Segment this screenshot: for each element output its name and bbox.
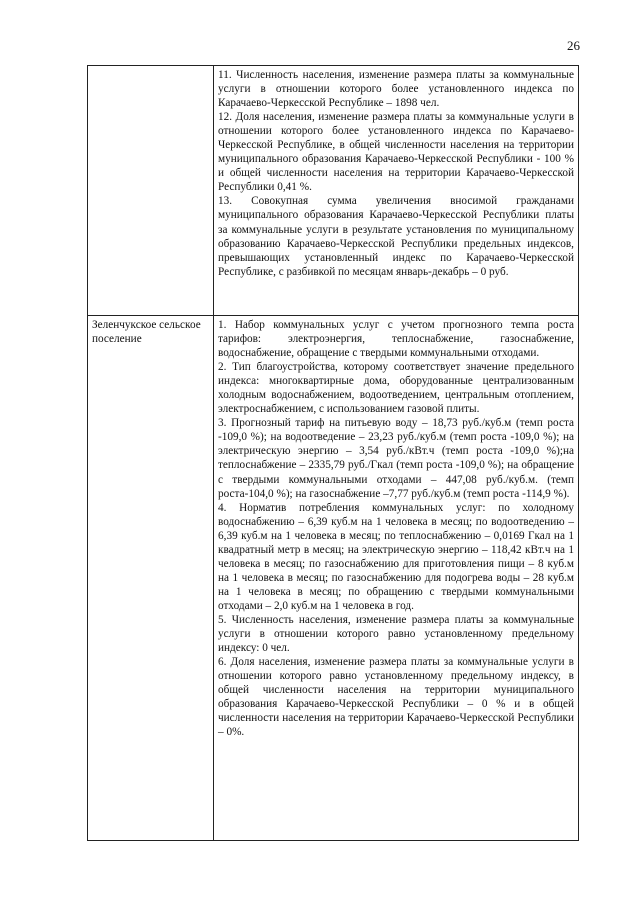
table-row (88, 316, 579, 841)
paragraph-item: 12. Доля населения, изменение размера платы за коммунальные услуги в отношении которого более установленного индекса по Карачаево-Черкесской Республике, в общей численности населения на территории муниципального образования Карачаево-Черкесской Республики - 100 % и общей численности населения на территории Карачаево-Черкесской Республики 0,41 %. (218, 111, 574, 194)
paragraph-item: 3. Прогнозный тариф на питьевую воду – 18,73 руб./куб.м (темп роста -109,0 %); на водоотведение – 23,23 руб./куб.м (темп роста -109,0 %); на электрическую энергию – 3,54 руб./кВт.ч (темп роста -109,0 %);на теплоснабжение – 2335,79 руб./Гкал (темп роста -109,0 %); на обращение с твердыми коммунальными отходами – 447,08 руб./куб.м. (темп роста-104,0 %); на газоснабжение –7,77 руб./куб.м (темп роста -114,9 %). (218, 417, 574, 500)
paragraph-item: 1. Набор коммунальных услуг с учетом прогнозного темпа роста тарифов: электроэнергия, теплоснабжение, газоснабжение, водоснабжение, обращение с твердыми коммунальными отходами. (218, 319, 574, 360)
paragraph-item: 13. Совокупная сумма увеличения вносимой гражданами муниципального образования Карачаево-Черкесской Республики платы за коммунальные услуги в результате установления по муниципальному образованию Карачаево-Черкесской Республики предельных индексов, превышающих установленный индекс по Карачаево-Черкесской Республике, с разбивкой по месяцам январь-декабрь – 0 руб. (218, 195, 574, 278)
indicators-cell (214, 316, 579, 841)
paragraph-item: 6. Доля населения, изменение размера платы за коммунальные услуги в отношении которого равно установленному предельному индексу, в общей численности населения на территории муниципального образования Карачаево-Черкесской Республики – 0 % и в общей численности населения на территории Карачаево-Черкесской Республики – 0%. (218, 656, 574, 739)
indicators-cell (214, 66, 579, 316)
paragraph-item: 4. Норматив потребления коммунальных услуг: по холодному водоснабжению – 6,39 куб.м на 1 человека в месяц; по водоотведению – 6,39 куб.м на 1 человека в месяц; по теплоснабжению – 0,0169 Гкал на 1 квадратный метр в месяц; на электрическую энергию – 118,42 кВт.ч на 1 человека в месяц; по газоснабжению для приготовления пищи – 8 куб.м на 1 человека в месяц; по газоснабжению для подогрева воды – 28 куб.м на 1 человека в месяц; по обращению с твердыми коммунальными отходами – 2,0 куб.м на 1 человека в год. (218, 501, 574, 612)
table-row (88, 66, 579, 316)
page-number: 26 (567, 38, 580, 53)
paragraph-item: 2. Тип благоустройства, которому соответствует значение предельного индекса: многоквартирные дома, оборудованные централизованным холодным водоснабжением, водоотведением, центральным отоплением, электроснабжением, с использованием газовой плиты. (218, 361, 574, 416)
indicators-table (87, 65, 579, 841)
municipality-cell: Зеленчукское сельское поселение (88, 316, 214, 841)
municipality-cell (88, 66, 214, 316)
paragraph-item: 11. Численность населения, изменение размера платы за коммунальные услуги в отношении которого более установленного индекса по Карачаево-Черкесской Республике – 1898 чел. (218, 69, 574, 110)
paragraph-item: 5. Численность населения, изменение размера платы за коммунальные услуги в отношении которого равно установленному предельному индексу: 0 чел. (218, 613, 574, 655)
